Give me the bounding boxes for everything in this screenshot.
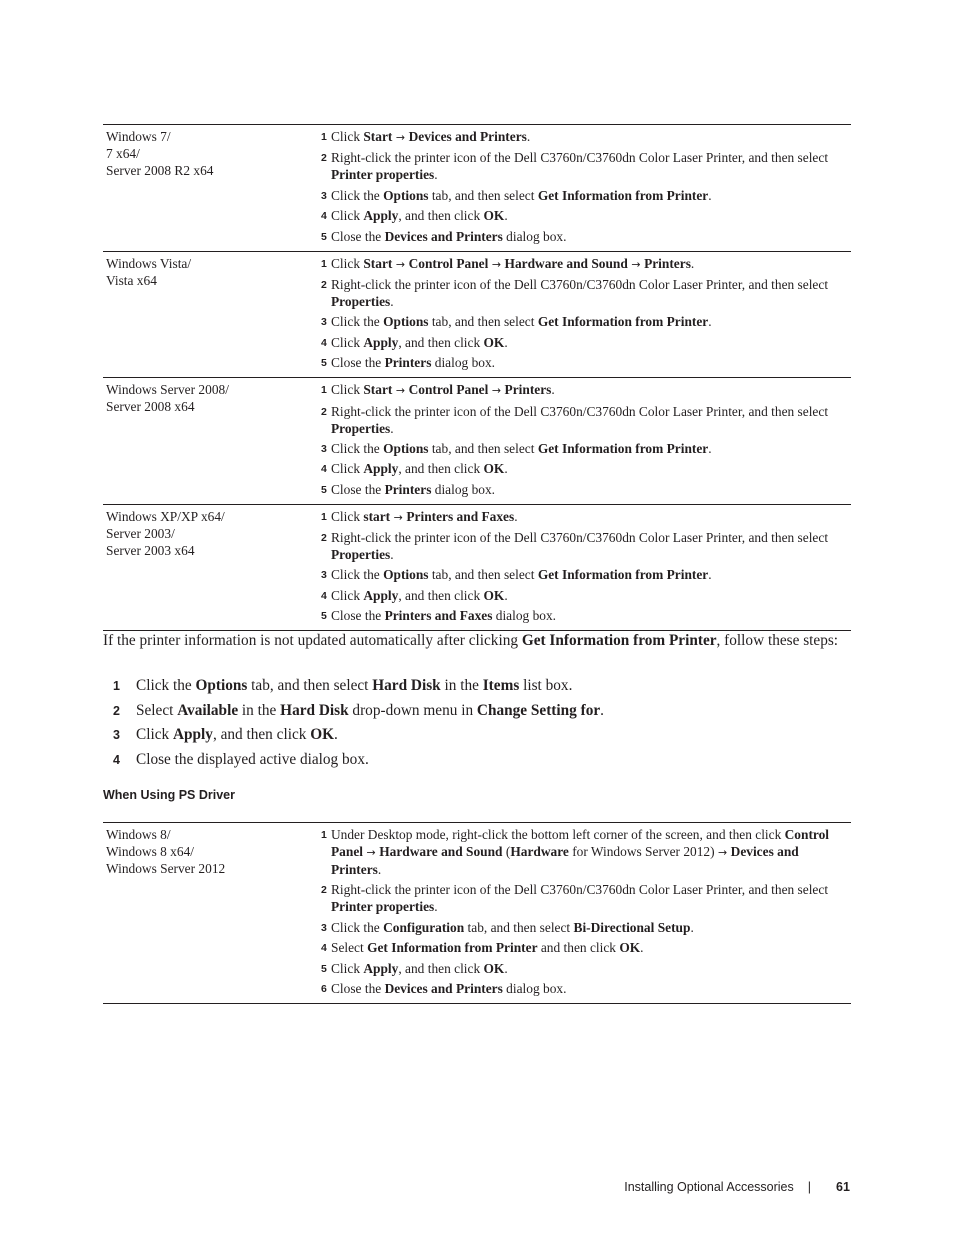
step-number: 3 [321, 316, 327, 329]
step-number: 5 [321, 962, 327, 975]
step-text: dialog box. [431, 481, 496, 497]
step-text: Close the [331, 608, 385, 624]
step-text: . [377, 862, 382, 877]
step-text: . [708, 187, 712, 203]
step-text: . [390, 293, 394, 309]
step-text: Click [331, 461, 364, 477]
ui-term: Configuration [383, 919, 465, 935]
step-text: Click [331, 587, 364, 603]
update-step [103, 750, 843, 775]
step-number: 3 [321, 442, 327, 455]
step-number: 2 [321, 278, 327, 291]
ui-term: OK [310, 726, 335, 744]
step-number: 2 [113, 703, 120, 718]
step-text: . [690, 255, 695, 271]
arrow-icon: → [392, 131, 409, 144]
step-item [321, 826, 851, 878]
os-name-cell [103, 823, 316, 1004]
step-item [321, 508, 851, 526]
step-text: . [708, 314, 712, 330]
os-name-cell [103, 251, 316, 378]
update-step [103, 725, 843, 750]
ui-term: OK [483, 960, 505, 976]
os-row [103, 251, 851, 378]
footer-section-label: Installing Optional Accessories [624, 1180, 794, 1194]
step-text: , and then click [212, 726, 311, 744]
ui-term: Get Information from Printer [367, 940, 538, 956]
step-text: . [434, 899, 438, 915]
steps-list [321, 128, 851, 245]
step-item [321, 566, 851, 583]
step-text: Click the [331, 314, 384, 330]
ui-term: Printers and Faxes [406, 508, 515, 524]
ui-term: Hardware and Sound [504, 255, 628, 271]
step-number: 1 [321, 510, 327, 523]
ps-driver-table [103, 822, 851, 1004]
page-number: 61 [836, 1180, 850, 1194]
ui-term: Control Panel [408, 382, 489, 398]
ui-term: Options [195, 677, 248, 694]
step-number: 5 [321, 483, 327, 496]
step-text: , and then click [398, 334, 484, 350]
step-number: 2 [321, 152, 327, 165]
step-number: 2 [321, 405, 327, 418]
ui-term: Properties [331, 547, 391, 563]
ui-term: Start [363, 382, 393, 398]
ui-term: Apply [172, 726, 213, 744]
os-name: Server 2008 x64 [106, 399, 195, 415]
step-number: 3 [321, 921, 327, 934]
os-name: Windows 8 x64/ [106, 844, 194, 859]
ui-term: Options [383, 440, 429, 456]
arrow-icon: → [390, 510, 407, 524]
step-text: dialog box. [502, 980, 567, 996]
step-text: Click the [331, 919, 384, 935]
step-number: 5 [321, 610, 327, 623]
ui-term: Options [383, 567, 429, 583]
update-step [103, 676, 843, 701]
step-text: Click [331, 960, 364, 976]
step-number: 2 [321, 532, 327, 545]
ui-term: Items [482, 677, 520, 694]
step-item [321, 381, 851, 399]
ui-term: OK [483, 334, 505, 350]
step-text: Right-click the printer icon of the Dell C3760n/C3760dn Color Laser Printer, and then select [331, 403, 829, 419]
ui-term: Printers [384, 481, 432, 497]
step-text: tab, and then select [428, 567, 538, 583]
ui-term: Printers and Faxes [384, 608, 493, 624]
step-item [321, 149, 851, 183]
info-paragraph [103, 631, 843, 650]
step-item [321, 587, 851, 604]
step-text: Click [331, 334, 364, 350]
ui-term: Printers [644, 255, 691, 271]
step-text: . [526, 129, 531, 144]
step-item [321, 960, 851, 977]
step-text: Right-click the printer icon of the Dell C3760n/C3760dn Color Laser Printer, and then select [331, 276, 829, 292]
step-text: Right-click the printer icon of the Dell C3760n/C3760dn Color Laser Printer, and then select [331, 882, 829, 898]
step-text: dialog box. [502, 228, 567, 244]
step-number: 6 [321, 982, 327, 995]
ui-term: Options [383, 187, 429, 203]
step-item [321, 276, 851, 310]
step-number: 1 [113, 679, 120, 693]
step-text: for Windows Server 2012) [568, 844, 718, 859]
step-text: tab, and then select [428, 314, 538, 330]
os-name-cell [103, 504, 316, 631]
steps-cell [316, 504, 851, 631]
ui-term: Control Panel [331, 827, 830, 859]
step-number: 1 [321, 829, 327, 841]
ui-term: Get Information from Printer [537, 314, 709, 330]
step-text: , and then click [398, 587, 484, 603]
step-text: tab, and then select [428, 187, 538, 203]
ui-term: OK [619, 940, 641, 956]
step-text: , and then click [398, 960, 484, 976]
ui-term: Devices and Printers [331, 844, 799, 877]
os-name: Windows 7/ [106, 129, 171, 144]
step-text: tab, and then select [247, 677, 373, 694]
os-name: Windows Server 2012 [106, 861, 226, 876]
os-name: Windows Server 2008/ [106, 382, 229, 398]
step-text: list box. [519, 677, 573, 694]
steps-cell [316, 823, 851, 1004]
step-text: Click the [136, 677, 196, 694]
ui-term: Hard Disk [372, 677, 441, 694]
arrow-icon: → [392, 384, 409, 398]
ps-driver-heading: When Using PS Driver [103, 788, 235, 802]
step-text: . [390, 420, 394, 436]
step-text: . [504, 587, 508, 603]
ui-term: Control Panel [408, 255, 489, 271]
step-text: . [504, 960, 508, 976]
ui-term: Devices and Printers [384, 980, 503, 996]
step-number: 4 [113, 753, 120, 768]
ui-term: Apply [363, 960, 399, 976]
step-number: 4 [321, 336, 327, 349]
arrow-icon: → [363, 846, 380, 859]
step-text: . [434, 167, 438, 183]
step-text: Click the [331, 440, 384, 456]
step-item [321, 354, 851, 371]
steps-list [321, 826, 851, 997]
step-item [321, 939, 851, 956]
arrow-icon: → [392, 257, 409, 271]
ui-term: Get Information from Printer [537, 187, 709, 203]
step-text: tab, and then select [428, 440, 538, 456]
step-number: 5 [321, 357, 327, 370]
steps-cell [316, 125, 851, 252]
step-text: Click [331, 382, 364, 398]
ui-term: Printers [504, 382, 552, 398]
step-text: . [390, 547, 394, 563]
os-row [103, 504, 851, 631]
step-number: 4 [321, 589, 327, 602]
step-item [321, 440, 851, 457]
os-name: Vista x64 [106, 272, 157, 288]
step-text: Close the [331, 355, 385, 371]
steps-cell [316, 251, 851, 378]
ui-term: Apply [363, 208, 399, 224]
step-number: 2 [321, 884, 327, 897]
update-steps-list [103, 676, 843, 775]
step-text: Click [331, 255, 364, 271]
step-item [321, 334, 851, 351]
step-text: If the printer information is not updated automatically after clicking [103, 632, 522, 649]
step-text: . [551, 382, 555, 398]
ui-term: Hard Disk [280, 701, 349, 719]
arrow-icon: → [627, 257, 645, 271]
step-text: in the [238, 701, 281, 719]
ui-term: Bi-Directional Setup [573, 919, 691, 935]
ui-term: Hardware [510, 844, 569, 859]
step-item [321, 919, 851, 936]
os-name: Server 2008 R2 x64 [106, 163, 214, 178]
step-item [321, 881, 851, 915]
ui-term: Options [383, 314, 429, 330]
step-text: Click [331, 208, 364, 224]
arrow-icon: → [488, 257, 505, 271]
step-text: . [514, 508, 518, 524]
arrow-icon: → [488, 384, 505, 398]
step-text: dialog box. [492, 608, 557, 624]
step-text: . [640, 940, 644, 956]
step-text: . [504, 461, 508, 477]
os-name-cell [103, 125, 316, 252]
step-item [321, 313, 851, 330]
step-number: 5 [321, 230, 327, 243]
step-text: Select [136, 701, 178, 719]
step-text: , and then click [398, 461, 484, 477]
step-text: ( [502, 844, 511, 859]
step-number: 3 [321, 189, 327, 202]
step-item [321, 255, 851, 273]
step-text: Close the [331, 228, 385, 244]
ui-term: Devices and Printers [408, 129, 527, 144]
os-instructions-table [103, 124, 851, 631]
ui-term: Hardware and Sound [379, 844, 503, 859]
step-number: 1 [321, 384, 327, 397]
step-number: 1 [321, 131, 327, 143]
ui-term: Available [177, 701, 239, 719]
ui-term: Properties [331, 293, 391, 309]
ui-term: Printer properties [331, 167, 435, 183]
step-text: Close the [331, 481, 385, 497]
ui-term: Get Information from Printer [537, 567, 709, 583]
step-number: 1 [321, 257, 327, 270]
step-text: Click the [331, 187, 384, 203]
step-number: 3 [113, 728, 120, 743]
step-text: . [708, 567, 712, 583]
ui-term: Start [363, 129, 393, 144]
os-name: Server 2003 x64 [106, 542, 195, 558]
ui-term: start [363, 508, 391, 524]
update-step [103, 701, 843, 726]
ui-term: Get Information from Printer [521, 632, 717, 649]
os-name: Windows 8/ [106, 827, 171, 842]
os-row [103, 823, 851, 1004]
step-text: , follow these steps: [716, 632, 839, 649]
ui-term: Apply [363, 461, 399, 477]
step-item [321, 403, 851, 437]
step-text: . [504, 208, 508, 224]
step-number: 4 [321, 942, 327, 955]
step-text: Click [331, 508, 364, 524]
step-text: drop-down menu in [348, 701, 477, 719]
os-name-cell [103, 378, 316, 505]
ui-term: Apply [363, 334, 399, 350]
arrow-icon: → [717, 846, 731, 859]
os-row [103, 125, 851, 252]
step-text: . [690, 919, 694, 935]
step-text: Select [331, 940, 368, 956]
step-number: 3 [321, 569, 327, 582]
step-text: , and then click [398, 208, 484, 224]
os-name: Server 2003/ [106, 525, 175, 541]
step-text: Click [136, 726, 173, 744]
ui-term: OK [483, 587, 505, 603]
step-item [321, 607, 851, 624]
step-item [321, 460, 851, 477]
step-text: . [334, 726, 338, 744]
ui-term: Printer properties [331, 899, 435, 915]
step-text: . [600, 701, 604, 719]
steps-list [321, 508, 851, 625]
ui-term: OK [483, 208, 505, 224]
os-row [103, 378, 851, 505]
step-text: . [708, 440, 712, 456]
step-item [321, 481, 851, 498]
ui-term: Start [363, 255, 393, 271]
step-number: 4 [321, 210, 327, 223]
step-text: in the [440, 677, 483, 694]
step-item [321, 187, 851, 204]
step-text: tab, and then select [464, 919, 574, 935]
step-text: Under Desktop mode, right-click the bottom left corner of the screen, and then click [331, 827, 785, 842]
step-text: Close the displayed active dialog box. [136, 751, 369, 769]
ui-term: Printers [384, 355, 432, 371]
step-number: 4 [321, 463, 327, 476]
step-text: Click [331, 129, 364, 144]
step-text: dialog box. [431, 355, 496, 371]
ui-term: Devices and Printers [384, 228, 503, 244]
ui-term: Change Setting for [476, 701, 601, 719]
step-text: Close the [331, 980, 385, 996]
step-text: Click the [331, 567, 384, 583]
steps-cell [316, 378, 851, 505]
os-name: Windows XP/XP x64/ [106, 508, 225, 524]
step-text: Right-click the printer icon of the Dell C3760n/C3760dn Color Laser Printer, and then select [331, 150, 829, 166]
footer-section-title [560, 1180, 824, 1194]
ui-term: Properties [331, 420, 391, 436]
ui-term: OK [483, 461, 505, 477]
os-name: Windows Vista/ [106, 255, 192, 271]
ui-term: Apply [363, 587, 399, 603]
step-text: and then click [537, 940, 620, 956]
step-text: Right-click the printer icon of the Dell C3760n/C3760dn Color Laser Printer, and then select [331, 530, 829, 546]
os-name: 7 x64/ [106, 146, 140, 161]
steps-list [321, 381, 851, 498]
steps-list [321, 255, 851, 372]
step-item [321, 980, 851, 997]
step-item [321, 207, 851, 224]
footer-separator: | [807, 1180, 811, 1194]
ui-term: Get Information from Printer [537, 440, 709, 456]
step-text: . [504, 334, 508, 350]
step-item [321, 128, 851, 146]
step-item [321, 228, 851, 245]
step-item [321, 529, 851, 563]
